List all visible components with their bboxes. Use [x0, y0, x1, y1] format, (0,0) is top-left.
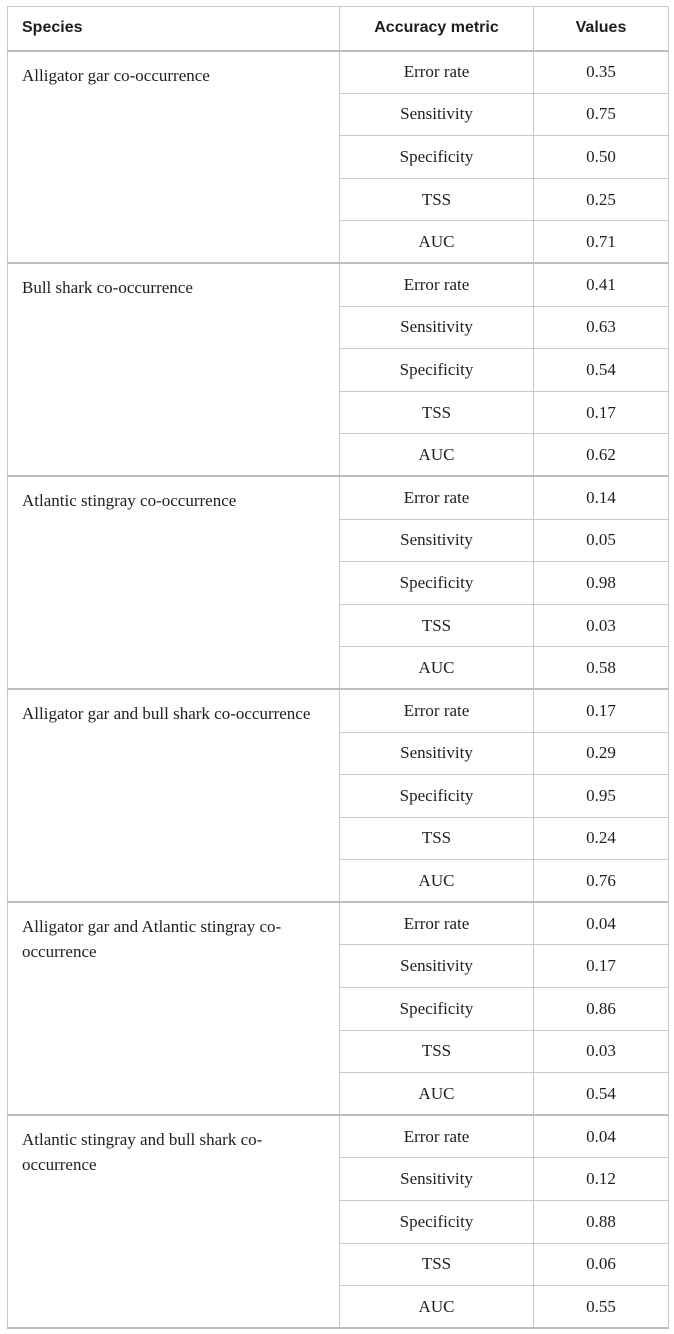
species-cell: Alligator gar and Atlantic stingray co-occurrence: [8, 902, 340, 1115]
table-row: [8, 689, 669, 732]
value-cell: 0.98: [534, 562, 669, 605]
value-cell: 0.71: [534, 221, 669, 264]
value-cell: 0.50: [534, 136, 669, 179]
value-cell: 0.41: [534, 263, 669, 306]
header-values: Values: [534, 7, 669, 51]
value-cell: 0.25: [534, 178, 669, 221]
metric-cell: Specificity: [340, 349, 534, 392]
value-cell: 0.88: [534, 1201, 669, 1244]
metric-cell: Error rate: [340, 689, 534, 732]
accuracy-table: [7, 6, 669, 1329]
table-row: [8, 902, 669, 945]
value-cell: 0.86: [534, 988, 669, 1031]
metric-cell: Error rate: [340, 902, 534, 945]
metric-cell: Specificity: [340, 775, 534, 818]
metric-cell: TSS: [340, 1243, 534, 1286]
metric-cell: AUC: [340, 221, 534, 264]
value-cell: 0.58: [534, 647, 669, 690]
value-cell: 0.17: [534, 689, 669, 732]
metric-cell: Specificity: [340, 562, 534, 605]
value-cell: 0.03: [534, 604, 669, 647]
value-cell: 0.06: [534, 1243, 669, 1286]
value-cell: 0.76: [534, 860, 669, 903]
metric-cell: TSS: [340, 817, 534, 860]
species-cell: Alligator gar and bull shark co-occurrence: [8, 689, 340, 902]
value-cell: 0.75: [534, 93, 669, 136]
metric-cell: TSS: [340, 178, 534, 221]
value-cell: 0.03: [534, 1030, 669, 1073]
metric-cell: Sensitivity: [340, 945, 534, 988]
metric-cell: TSS: [340, 391, 534, 434]
metric-cell: Specificity: [340, 1201, 534, 1244]
value-cell: 0.12: [534, 1158, 669, 1201]
metric-cell: Sensitivity: [340, 732, 534, 775]
species-cell: Atlantic stingray co-occurrence: [8, 476, 340, 689]
metric-cell: AUC: [340, 860, 534, 903]
metric-cell: Sensitivity: [340, 93, 534, 136]
metric-cell: AUC: [340, 647, 534, 690]
table-body: [8, 51, 669, 1329]
metric-cell: Sensitivity: [340, 306, 534, 349]
species-cell: Atlantic stingray and bull shark co-occurrence: [8, 1115, 340, 1328]
value-cell: 0.54: [534, 349, 669, 392]
value-cell: 0.35: [534, 51, 669, 94]
value-cell: 0.63: [534, 306, 669, 349]
table-row: [8, 263, 669, 306]
value-cell: 0.05: [534, 519, 669, 562]
metric-cell: TSS: [340, 604, 534, 647]
header-accuracy-metric: Accuracy metric: [340, 7, 534, 51]
metric-cell: AUC: [340, 1073, 534, 1116]
table-row: [8, 51, 669, 94]
header-species: Species: [8, 7, 340, 51]
metric-cell: AUC: [340, 1286, 534, 1329]
value-cell: 0.55: [534, 1286, 669, 1329]
metric-cell: AUC: [340, 434, 534, 477]
table-header-row: [8, 7, 669, 51]
metric-cell: Sensitivity: [340, 519, 534, 562]
value-cell: 0.95: [534, 775, 669, 818]
metric-cell: Error rate: [340, 1115, 534, 1158]
value-cell: 0.17: [534, 945, 669, 988]
metric-cell: Error rate: [340, 263, 534, 306]
species-cell: Alligator gar co-occurrence: [8, 51, 340, 264]
metric-cell: Sensitivity: [340, 1158, 534, 1201]
metric-cell: TSS: [340, 1030, 534, 1073]
species-cell: Bull shark co-occurrence: [8, 263, 340, 476]
value-cell: 0.04: [534, 1115, 669, 1158]
value-cell: 0.54: [534, 1073, 669, 1116]
value-cell: 0.29: [534, 732, 669, 775]
metric-cell: Specificity: [340, 988, 534, 1031]
value-cell: 0.04: [534, 902, 669, 945]
metric-cell: Specificity: [340, 136, 534, 179]
value-cell: 0.62: [534, 434, 669, 477]
metric-cell: Error rate: [340, 51, 534, 94]
value-cell: 0.17: [534, 391, 669, 434]
table-row: [8, 1115, 669, 1158]
metric-cell: Error rate: [340, 476, 534, 519]
value-cell: 0.14: [534, 476, 669, 519]
value-cell: 0.24: [534, 817, 669, 860]
table-row: [8, 476, 669, 519]
